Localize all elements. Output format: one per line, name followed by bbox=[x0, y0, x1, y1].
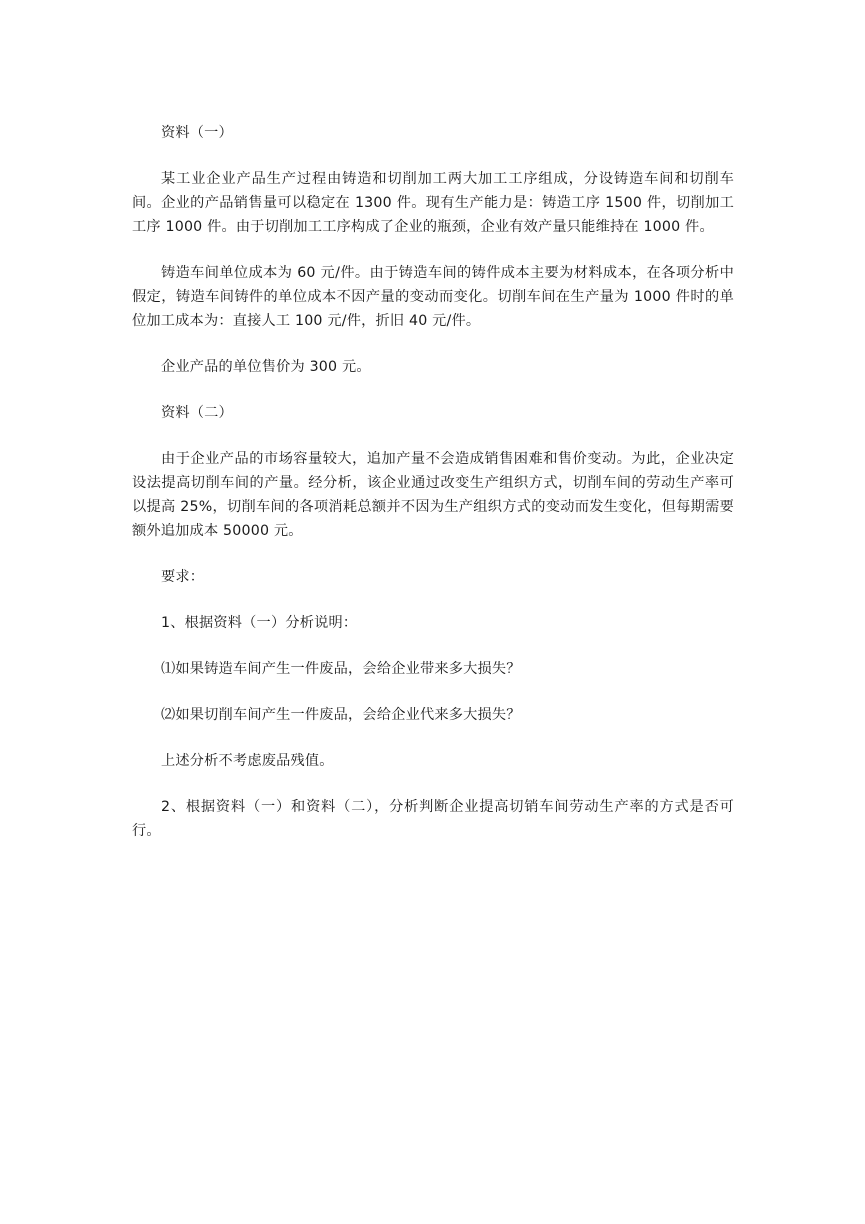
requirement-2: 2、根据资料（一）和资料（二），分析判断企业提高切销车间劳动生产率的方式是否可行。 bbox=[132, 799, 734, 839]
document-body bbox=[132, 121, 734, 865]
requirement-1-item-1: ⑴如果铸造车间产生一件废品，会给企业带来多大损失？ bbox=[161, 661, 521, 677]
requirement-1: 1、根据资料（一）分析说明： bbox=[161, 615, 358, 631]
paragraph-unit-costs: 铸造车间单位成本为 60 元/件。由于铸造车间的铸件成本主要为材料成本，在各项分析中假定，铸造车间铸件的单位成本不因产量的变动而变化。切削车间在生产量为 1000 件时的单位加工成本为：直接人工 100 元/件，折旧 40 元/件。 bbox=[132, 265, 734, 329]
section-heading-material-2: 资料（二） bbox=[161, 405, 233, 421]
section-heading-material-1: 资料（一） bbox=[161, 125, 233, 141]
paragraph-production-overview: 某工业企业产品生产过程由铸造和切削加工两大加工工序组成，分设铸造车间和切削车间。企业的产品销售量可以稳定在 1300 件。现有生产能力是：铸造工序 1500 件，切削加工工序 1000 件。由于切削加工工序构成了企业的瓶颈，企业有效产量只能维持在 1000 件。 bbox=[132, 171, 734, 235]
paragraph-capacity-improvement: 由于企业产品的市场容量较大，追加产量不会造成销售困难和售价变动。为此，企业决定设法提高切削车间的产量。经分析，该企业通过改变生产组织方式，切削车间的劳动生产率可以提高 25%，切削车间的各项消耗总额并不因为生产组织方式的变动而发生变化，但每期需要额外追加成本 50000 元。 bbox=[132, 451, 734, 539]
paragraph-unit-price: 企业产品的单位售价为 300 元。 bbox=[161, 359, 371, 375]
requirement-note: 上述分析不考虑废品残值。 bbox=[161, 753, 334, 769]
section-heading-requirements: 要求： bbox=[161, 569, 205, 585]
requirement-1-item-2: ⑵如果切削车间产生一件废品，会给企业代来多大损失？ bbox=[161, 707, 521, 723]
